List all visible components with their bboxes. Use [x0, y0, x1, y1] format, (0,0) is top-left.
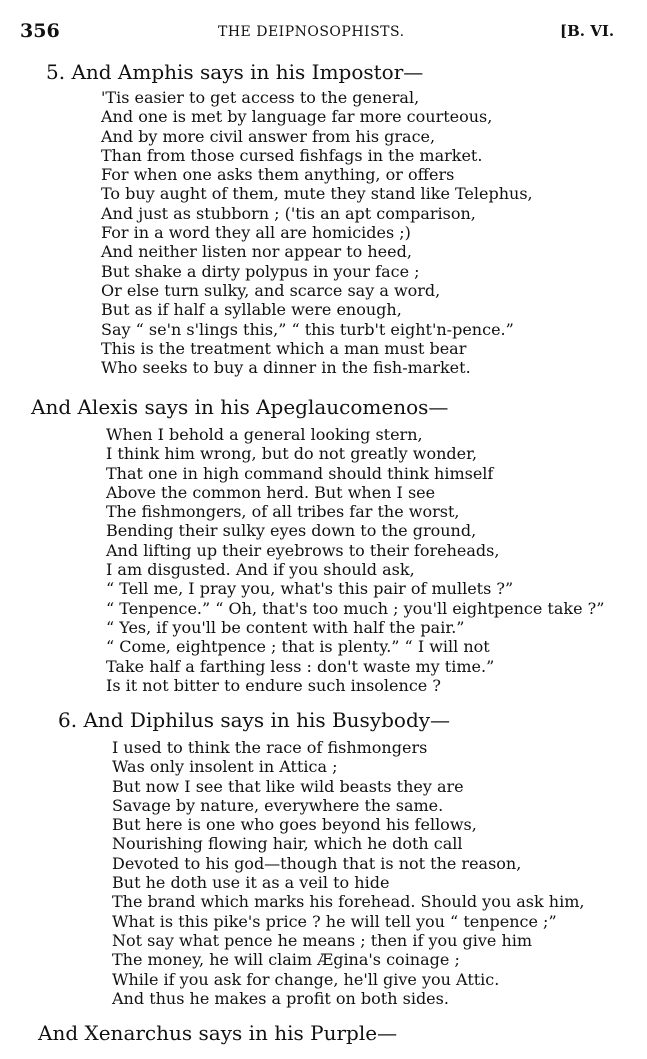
verse-line: And thus he makes a profit on both sides. — [112, 988, 449, 1008]
section-intro-diphilus: 6. And Diphilus says in his Busybody— — [58, 708, 451, 732]
verse-block-diphilus — [112, 738, 584, 1008]
verse-line: Than from those cursed fishfags in the market. — [101, 145, 483, 165]
verse-line: To buy aught of them, mute they stand like Telephus, — [101, 184, 533, 204]
verse-line: And just as stubborn ; ('tis an apt comparison, — [101, 203, 476, 223]
verse-line: Devoted to his god—though that is not the reason, — [112, 853, 522, 873]
verse-line: And lifting up their eyebrows to their foreheads, — [106, 540, 500, 560]
verse-line: And one is met by language far more courteous, — [101, 107, 493, 127]
book-reference: [B. VI. — [560, 22, 615, 40]
verse-block-alexis — [106, 425, 604, 695]
verse-line: Who seeks to buy a dinner in the fish-market. — [101, 358, 471, 378]
verse-line: Bending their sulky eyes down to the ground, — [106, 521, 477, 541]
verse-line: The brand which marks his forehead. Should you ask him, — [112, 892, 585, 912]
verse-line: Nourishing flowing hair, which he doth call — [112, 834, 463, 854]
verse-line: The money, he will claim Ægina's coinage ; — [112, 950, 460, 970]
verse-line: What is this pike's price ? he will tell you “ tenpence ;” — [112, 911, 557, 931]
verse-line: I used to think the race of fishmongers — [112, 738, 428, 757]
verse-line: I am disgusted. And if you should ask, — [106, 560, 415, 580]
verse-line: And neither listen nor appear to heed, — [101, 242, 412, 262]
verse-line: For when one asks them anything, or offers — [101, 165, 455, 185]
section-intro-xenarchus: And Xenarchus says in his Purple— — [38, 1021, 398, 1045]
verse-line: But he doth use it as a veil to hide — [112, 873, 390, 893]
section-intro-alexis: And Alexis says in his Apeglaucomenos— — [31, 395, 449, 419]
verse-block-amphis — [101, 88, 533, 377]
verse-line: But shake a dirty polypus in your face ; — [101, 261, 420, 281]
verse-line: But as if half a syllable were enough, — [101, 300, 402, 320]
section-intro-amphis: 5. And Amphis says in his Impostor— — [46, 60, 424, 84]
verse-line: But here is one who goes beyond his fellows, — [112, 815, 477, 835]
verse-line: Was only insolent in Attica ; — [112, 757, 338, 777]
verse-line: While if you ask for change, he'll give you Attic. — [112, 969, 500, 989]
verse-line: When I behold a general looking stern, — [106, 425, 423, 444]
verse-line: This is the treatment which a man must bear — [101, 338, 467, 358]
verse-line: Take half a farthing less : don't waste my time.” — [106, 656, 495, 676]
verse-line: And by more civil answer from his grace, — [101, 126, 436, 146]
verse-line: Not say what pence he means ; then if you give him — [112, 930, 533, 950]
verse-line: But now I see that like wild beasts they are — [112, 776, 464, 796]
verse-line: Or else turn sulky, and scarce say a word, — [101, 280, 441, 300]
verse-line: Is it not bitter to endure such insolence ? — [106, 675, 441, 695]
running-title: THE DEIPNOSOPHISTS. — [218, 24, 405, 40]
verse-line: Savage by nature, everywhere the same. — [112, 795, 444, 815]
verse-line: Above the common herd. But when I see — [106, 482, 436, 502]
verse-line: The fishmongers, of all tribes far the worst, — [106, 502, 460, 522]
verse-line: Say “ se'n s'lings this,” “ this turb't eight'n-pence.” — [101, 319, 514, 339]
verse-line: That one in high command should think himself — [106, 463, 494, 483]
verse-line: I think him wrong, but do not greatly wonder, — [106, 444, 478, 464]
verse-line: “ Tenpence.” “ Oh, that's too much ; you'll eightpence take ?” — [106, 598, 605, 618]
verse-line: 'Tis easier to get access to the general, — [101, 88, 420, 107]
verse-line: For in a word they all are homicides ;) — [101, 223, 411, 243]
verse-line: “ Come, eightpence ; that is plenty.” “ I will not — [106, 637, 490, 657]
page-number: 356 — [20, 20, 60, 42]
verse-line: “ Yes, if you'll be content with half the pair.” — [106, 617, 465, 637]
running-header — [0, 20, 647, 46]
verse-line: “ Tell me, I pray you, what's this pair of mullets ?” — [106, 579, 514, 599]
